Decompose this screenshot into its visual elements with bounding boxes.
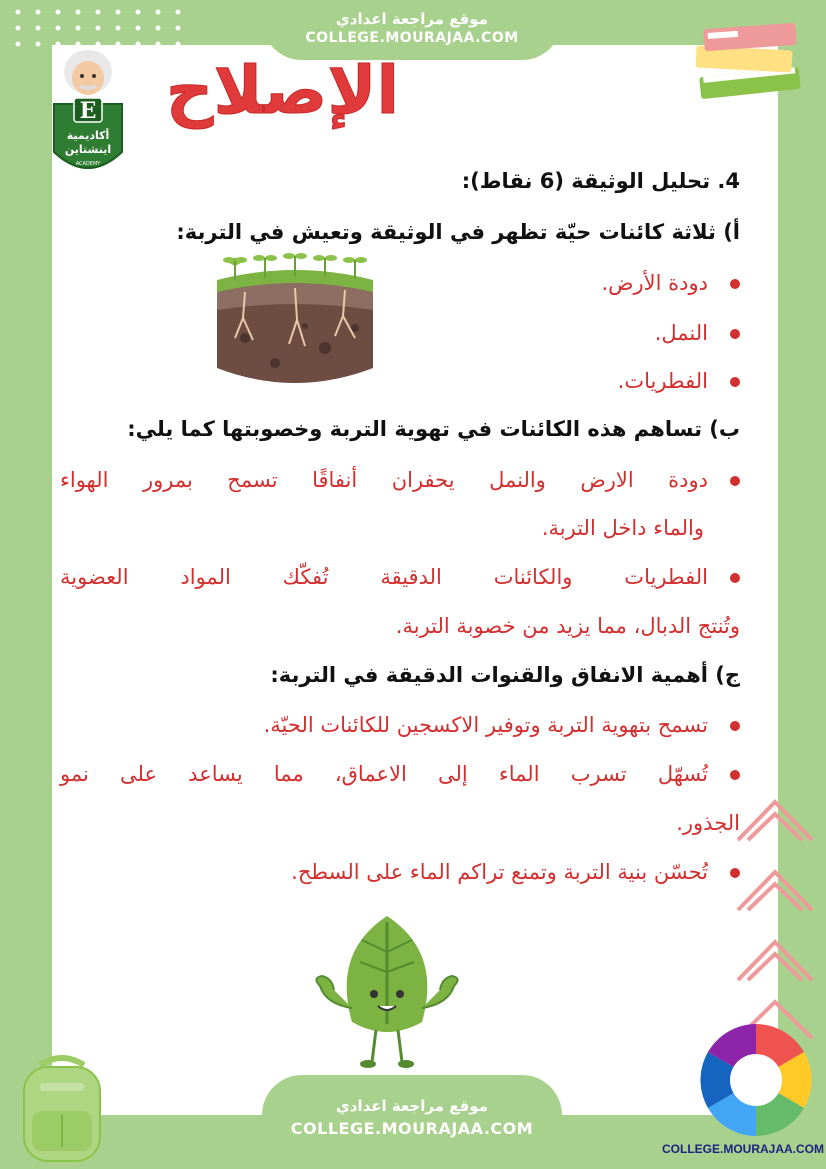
bullet-icon	[730, 377, 740, 387]
bullet-icon	[730, 476, 740, 486]
part-c-item-2-text-1: تُسهّل تسرب الماء إلى الاعماق، مما يساعد على نمو	[60, 762, 708, 786]
bullet-icon	[730, 279, 740, 289]
soil-illustration	[205, 248, 385, 396]
part-c-item-1	[60, 710, 740, 740]
logo-letter: E	[79, 98, 97, 124]
part-a-item-2	[60, 318, 740, 348]
header-site-name: موقع مراجعة اعدادي	[336, 10, 488, 28]
part-b-item-1-line-2: والماء داخل التربة.	[541, 516, 704, 540]
backpack-illustration	[10, 1055, 115, 1165]
header-site-url[interactable]: COLLEGE.MOURAJAA.COM	[305, 30, 519, 46]
logo-sub: ACADEMY	[75, 161, 101, 167]
part-c-item-2-line-2: الجذور.	[676, 811, 740, 835]
part-a-item-2-text: النمل.	[654, 321, 708, 345]
bullet-icon	[730, 721, 740, 731]
part-c-item-2-line-1	[60, 759, 740, 789]
section-heading: 4. تحليل الوثيقة (6 نقاط):	[461, 169, 740, 193]
books-icon	[690, 8, 808, 100]
wheel-caption[interactable]: COLLEGE.MOURAJAA.COM	[662, 1142, 824, 1156]
part-a-item-3	[60, 366, 740, 396]
leaf-mascot-illustration	[302, 912, 472, 1072]
part-b-item-1-line-1	[60, 465, 740, 495]
bullet-icon	[730, 770, 740, 780]
part-c-item-3-text: تُحسّن بنية التربة وتمنع تراكم الماء على السطح.	[291, 860, 708, 884]
footer-site-name: موقع مراجعة اعدادي	[336, 1097, 488, 1115]
decorative-chevrons	[732, 790, 818, 1040]
part-b-item-1-text-1: دودة الارض والنمل يحفران أنفاقًا تسمح بمرور الهواء	[60, 468, 708, 492]
part-a-item-1-text: دودة الأرض.	[601, 271, 708, 295]
part-a-item-1	[60, 268, 740, 298]
decorative-dots	[8, 4, 198, 48]
part-a-heading: أ) ثلاثة كائنات حيّة تظهر في الوثيقة وتعيش في التربة:	[176, 220, 740, 244]
academy-logo	[46, 44, 130, 184]
part-c-heading: ج) أهمية الانفاق والقنوات الدقيقة في التربة:	[270, 663, 740, 687]
part-c-item-1-text: تسمح بتهوية التربة وتوفير الاكسجين للكائنات الحيّة.	[263, 713, 708, 737]
logo-name-line1: أكاديمية	[66, 129, 110, 142]
subjects-wheel-icon	[694, 1020, 818, 1140]
part-c-item-3	[60, 857, 740, 887]
logo-name-line2: اينشتاين	[64, 143, 112, 156]
footer-site-banner[interactable]	[262, 1075, 562, 1169]
footer-site-url[interactable]: COLLEGE.MOURAJAA.COM	[290, 1119, 534, 1138]
part-b-item-2-line-1	[60, 562, 740, 592]
part-a-item-3-text: الفطريات.	[617, 369, 708, 393]
bullet-icon	[730, 329, 740, 339]
bullet-icon	[730, 573, 740, 583]
part-b-item-2-text-1: الفطريات والكائنات الدقيقة تُفكّك المواد العضوية	[60, 565, 708, 589]
part-b-item-2-line-2: وتُنتج الدبال، مما يزيد من خصوبة التربة.	[395, 614, 740, 638]
part-b-heading: ب) تساهم هذه الكائنات في تهوية التربة وخصوبتها كما يلي:	[127, 417, 740, 441]
header-site-banner[interactable]	[262, 0, 562, 60]
page-title: الإصلاح	[165, 52, 400, 129]
